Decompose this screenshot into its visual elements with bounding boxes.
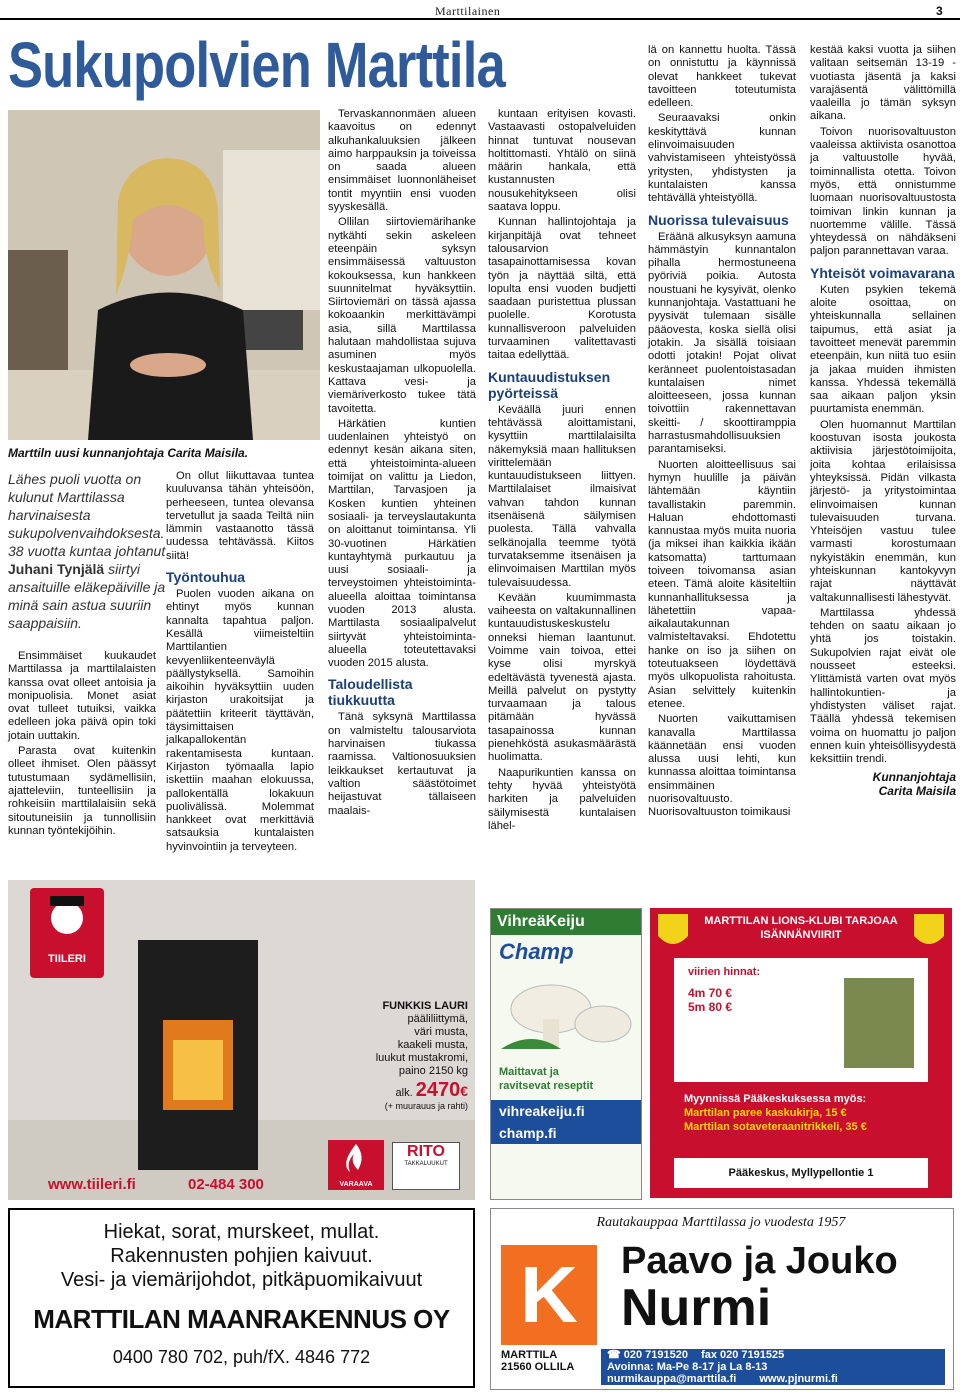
- subheading-taloudellista: Taloudellista tiukkuutta: [328, 676, 413, 709]
- crest-left-icon: [656, 912, 690, 952]
- tiileri-phone: 02-484 300: [188, 1176, 264, 1193]
- rito-mark: RITO: [407, 1143, 445, 1160]
- col3-para: Tänä syksynä Marttilassa on valmisteltu talousarviota harvinaisen tiukassa raamissa. Valtionosuuksien leikkaukset kertautuvat ja valtion säästötoimet heijastuvat tällaiseen maalais-: [328, 711, 476, 817]
- col5-para: Nuorten aloitteellisuus sai hymyn huulille ja päivän lähtemään käyntiin tavallistakin paremmin. Haluan ehdottomasti kannustaa myös muita nuoria (ja miksei ihan kaikkia ikään katsomatta) tarttumaan toiveen toivomansa asian eteen. Tämä aloite käsiteltiin kunnanhallituksessa ja lähetettiin vapaa-aikalautakunnan valmisteltavaksi. Ehdotettu hanke on iso ja siihen on toteutuakseen löydettävä myös ulkopuolista rahoitusta. Asian selvittely kuitenkin etenee.: [648, 458, 796, 710]
- col1-para: Ensimmäiset kuukaudet Marttilassa ja marttilalaisten kanssa ovat olleet antoisia ja monipuolisia. Monet asiat ovat tulleet tutuiksi, vaikka edelleen joka päivä opin toki jotain uuttakin.: [8, 650, 156, 742]
- vihrea-tagline2: ravitsevat reseptit: [499, 1080, 594, 1092]
- subheading-tyontouhua: Työntouhua: [166, 569, 246, 586]
- signature-name: Carita Maisila: [878, 784, 956, 799]
- rito-label: TAKKALUUKUT: [404, 1161, 448, 1167]
- photo-caption: Marttiln uusi kunnanjohtaja Carita Maisila.: [8, 446, 249, 460]
- nurmi-city: MARTTILA: [501, 1349, 558, 1361]
- col5-para: Nuorten vaikuttamisen kanavalla Marttilassa käännetään ensi vuoden alussa uusi lehti, kun kunnassa aloittaa toimintansa ensimmäinen nuorisovaltuusto. Nuorisovaltuuston toimikausi: [648, 713, 796, 819]
- col6-para: Toivon nuorisovaltuuston vaaleissa aktiivista osanottoa ja valtuustolle hyvää, toiminnallista otetta. Toivon myös, että onnistumme luomaan nuorisovaltuustosta toimivan linkin kunnan ja nuortemme välille. Tässä yhteydessä on nähdäkseni paljon parannettavan varaa.: [810, 125, 956, 258]
- article-column-3: [328, 108, 476, 820]
- maanrakennus-line3: Vesi- ja viemärijohdot, pitkäpuomikaivuut: [60, 1269, 423, 1291]
- headline: Sukupolvien Marttila: [8, 29, 505, 101]
- col6-para: Kuten psykien tekemä aloite osoittaa, on yhteiskunnalla sellainen taipumus, että asiat ja tavoitteet menevät paremmin eteenpäin, kun niitä tuo esiin ja jakaa muiden ihmisten kanssa. Yhdessä tekemällä saa aikaan paljon yksin puurtamista enemmän.: [810, 283, 956, 416]
- tiileri-spec: väri musta,: [414, 1026, 468, 1038]
- lions-price-header: viirien hinnat:: [688, 966, 761, 978]
- flame-icon: [328, 1140, 384, 1176]
- lede-part1: Lähes puoli vuotta on kulunut Marttilassa harvinaisesta sukupolvenvaihdoksesta. 38 vuotta kuntaa johtanut: [8, 471, 166, 559]
- nurmi-hours: Avoinna: Ma-Pe 8-17 ja La 8-13: [607, 1361, 768, 1373]
- nurmi-name1: Paavo ja Jouko: [621, 1240, 898, 1282]
- nurmi-name2: Nurmi: [621, 1279, 772, 1337]
- tiileri-product: FUNKKIS LAURI: [382, 1000, 468, 1012]
- vihrea-url[interactable]: vihreakeiju.fi: [491, 1100, 641, 1122]
- maanrakennus-phone: 0400 780 702, puh/fX. 4846 772: [112, 1347, 371, 1367]
- nurmi-email[interactable]: nurmikauppa@marttila.fi: [607, 1373, 737, 1385]
- nurmi-contact-bar: [601, 1349, 945, 1385]
- portrait-photo: [8, 110, 320, 440]
- lions-price-box: [674, 958, 928, 1082]
- col5-para: lä on kannettu huolta. Tässä on onnistuttu ja käynnissä olevat hankkeet tukevat tavoitteen toteutumista edelleen.: [648, 44, 796, 110]
- article-column-6: [810, 44, 956, 798]
- lions-price-4m: 4m 70 €: [688, 986, 733, 1000]
- article-column-1: [8, 650, 156, 840]
- tiileri-price: 2470: [415, 1079, 461, 1101]
- tiileri-spec: kaakeli musta,: [397, 1039, 468, 1051]
- lions-address: Pääkeskus, Myllypellontie 1: [674, 1158, 928, 1188]
- tiileri-url[interactable]: www.tiileri.fi: [48, 1176, 136, 1193]
- col4-para: Naapurikuntien kanssa on tehty hyvää yhteistyötä harkiten ja palveluiden säilymisestä kuntalaisen lähel-: [488, 766, 636, 832]
- rito-logo: [392, 1142, 460, 1190]
- col6-para: kestää kaksi vuotta ja siihen valitaan seitsemän 13-19 -vuotiasta jäsentä ja kaksi varajäsentä välittömillä vaaleilla jo tämän syksyn aikana.: [810, 44, 956, 123]
- article-column-5: [648, 44, 796, 822]
- col4-para: Kevään kuumimmasta vaiheesta on valtakunnallinen kuntauudistuskeskustelu onneksi hieman laantunut. Voimme vain toivoa, ettei kyse olisi myrskyä edeltävästä tyvenestä ajasta. Meillä palvelut on pystytty turvaamaan ja talous pitämään hyvässä tasapainossa kunnan pienehköstä asukasmäärästä huolimatta.: [488, 591, 636, 764]
- col4-para: kuntaan erityisen kovasti. Vastaavasti ostopalveluiden hinnat tuntuvat nousevan holtittomasti. Yhtälö on siinä määrin hankala, että kustannusten nousukehitykseen olisi saatava loppu.: [488, 108, 636, 214]
- varaava-label: VARAAVA: [339, 1181, 373, 1188]
- champ-script: Champ: [499, 939, 574, 964]
- col4-para: Kunnan hallintojohtaja ja kirjanpitäjä ovat tehneet talousarvion tasapainottamisessa kovan työn ja näyttää siltä, että lopulta ensi vuoden budjetti saadaan puristettua plussan puolelle. Korotusta kunnallisveroon palveluiden turvaaminen valitettavasti taitaa edellyttää.: [488, 216, 636, 362]
- subheading-yhteisot: Yhteisöt voimavarana: [810, 264, 955, 281]
- subheading-nuorissa: Nuorissa tulevaisuus: [648, 211, 789, 228]
- crest-right-icon: [912, 912, 946, 952]
- col6-para: Olen huomannut Marttilan koostuvan isosta joukosta aktiivisia järjestötoimijoita, joita kohtaa erilaisissa yhteyksissä. Pidän vilkasta järjestö- ja yritystoimintaa elinvoimaisen kunnan tulevaisuuden turvana. Yhteisöjen vastuu tulee varmasti korostumaan nykyistäkin enemmän, kun yhteiskunnan kantokyvyn rajat näyttävät valtakunnallisesti lähestyvät.: [810, 418, 956, 604]
- tiileri-currency: €: [460, 1083, 468, 1099]
- lede: [8, 470, 168, 632]
- subheading-kuntauudistus: Kuntauudistuksen pyörteissä: [488, 368, 611, 401]
- champ-url[interactable]: champ.fi: [491, 1122, 641, 1144]
- col2-para: On ollut liikuttavaa tuntea kuuluvansa tähän yhteisöön, perheeseen, tuntea olevansa tervetullut ja saada Teiltä niin lämmin vastaanotto tässä uudessa tehtävässä. Kiitos siitä!: [166, 470, 314, 562]
- nurmi-web[interactable]: www.pjnurmi.fi: [759, 1373, 838, 1385]
- nurmi-fax: fax 020 7191525: [701, 1349, 785, 1361]
- nurmi-slogan: Rautakauppaa Marttilassa jo vuodesta 1957: [596, 1215, 846, 1230]
- tiileri-price-prefix: alk.: [395, 1087, 413, 1099]
- tiileri-spec: paino 2150 kg: [398, 1065, 468, 1077]
- nurmi-postal: 21560 OLLILA: [501, 1361, 575, 1373]
- col3-para: Tervaskannonmäen alueen kaavoitus on edennyt alkuhankaluuksien jälkeen aimo harppauksin ja toiveissa on saada alueen ensimmäiset luonnonläheiset tontit myyntiin ensi vuoden syyskesällä.: [328, 108, 476, 214]
- lions-price-5m: 5m 80 €: [688, 1000, 733, 1014]
- tiileri-specs: [348, 1000, 468, 1113]
- mushroom-icon: [491, 969, 641, 1059]
- chimney-sweep-icon: [30, 888, 104, 948]
- ad-nurmi: [490, 1208, 954, 1390]
- ad-tiileri: [8, 880, 475, 1200]
- ad-vihreakeiju: [490, 908, 642, 1200]
- col3-para: Härkätien kuntien uudenlainen yhteistyö on edennyt kesän aikana siten, että yhteistoiminta-alueen toimijat on valittu ja Liedon, Marttilan, Tarvasjoen ja Kosken kuntien yhteinen sosiaali- ja terveyslautakunta on aloittanut toimintansa. Yli 30-vuotinen Härkätien kuntayhtymä purkautuu ja uusi sosiaali- ja terveystoimen yhteistoiminta-alueella aloittaa toimintansa vuoden 2013 alusta. Marttilasta sosiaalipalvelut siirtyvät yhteistoiminta-alueella toteutettavaksi vuoden 2015 alusta.: [328, 417, 476, 670]
- signature-title: Kunnanjohtaja: [872, 770, 956, 785]
- vihrea-tagline1: Maittavat ja: [499, 1066, 559, 1078]
- lions-item1: Marttilan paree kaskukirja, 15 €: [684, 1107, 847, 1119]
- lions-item2: Marttilan sotaveteraanitrikkeli, 35 €: [684, 1121, 867, 1133]
- col4-para: Keväällä juuri ennen tehtävässä aloittamistani, kysyttiin marttilalaisilta näkemyksiä maan hallituksen virittelemään kuntauudistukseen liittyen. Marttilalaiset ilmaisivat vahvan tahdon kunnan itsenäisenä säilymisen puolesta. Tällä vahvalla selkänojalla teemme työtä turvataksemme itsenäisen ja elinvoimaisen Marttilan myös tulevaisuudessa.: [488, 403, 636, 589]
- vihrea-title: VihreäKeiju: [491, 909, 641, 935]
- col6-para: Marttilassa yhdessä tehden on saatu aikaan jo yhtä jos toistakin. Sukupolvien rajat eivät ole nousseet esteeksi. Ylittämistä varten ovat myös hallintokuntien- ja yhdistysten väliset rajat. Täällä yhdessä tekemisen voima on huomattu jo paljon ennen kuin yhteisöllisyydestä keksittiin trendi.: [810, 606, 956, 766]
- col1-para: Parasta ovat kuitenkin olleet ihmiset. Olen päässyt tutustumaan sydämellisiin, ajatteleviin, tunteellisiin ja rohkeisiin marttilalaisiin sekä sitoutuneisiin ja tunnollisiin kunnan työntekijöihin.: [8, 745, 156, 837]
- books-image: [844, 978, 914, 1068]
- tiileri-brand: TIILERI: [48, 953, 86, 965]
- varaava-logo: [328, 1140, 384, 1190]
- phone-icon: ☎: [607, 1349, 621, 1361]
- running-title: Marttilainen: [435, 4, 501, 18]
- maanrakennus-company: MARTTILAN MAANRAKENNUS OY: [33, 1304, 450, 1334]
- col5-para: Seuraavaksi onkin keskityttävä kunnan elinvoimaisuuden vahvistamiseen yhteistyössä yritysten, yhdistysten ja kuntalaisten kanssa tehtävällä yhteistyöllä.: [648, 112, 796, 205]
- tiileri-spec: pääliliittymä,: [407, 1013, 468, 1025]
- article-column-4: [488, 108, 636, 835]
- ad-lions: [650, 908, 952, 1198]
- maanrakennus-line2: Rakennusten pohjien kaivuut.: [110, 1245, 373, 1267]
- maanrakennus-line1: Hiekat, sorat, murskeet, mullat.: [103, 1221, 380, 1243]
- tiileri-price-note: (+ muurauus ja rahti): [384, 1101, 468, 1111]
- k-logo-letter: K: [520, 1250, 578, 1339]
- ad-maanrakennus: [8, 1208, 475, 1388]
- col2-para: Puolen vuoden aikana on ehtinyt myös kunnan kannalta tapahtua paljon. Kesällä viimeisteltiin Marttilantien kevyenliikenteenväylä päällystyksellä. Samoihin aikoihin hyväksyttiin uuden kirjaston urakoitsijat ja päätettiin kriteerit täyttävän, täysimittaisen jalkapallokentän rakentamisesta kuntaan. Kirjaston työmaalla lapio iskettiin maahan elokuussa, pallokentällä lokakuun puolivälissä. Molemmat hankkeet ovat merkittäviä satsauksia kuntalaisten hyvinvointiin ja terveyteen.: [166, 588, 314, 853]
- lions-store-line: Myynnissä Pääkeskuksessa myös:: [684, 1093, 867, 1105]
- lede-name: Juhani Tynjälä: [8, 561, 105, 577]
- col5-para: Eräänä alkusyksyn aamuna hämmästyin kunnantalon pihalla hermostuneena pyöriviä poikia. Autosta noustuani he kysyivät, olenko kunnanjohtaja. Vastattuani he pyysivät tulemaan sisälle pääovesta, koska siellä olisi jotakin. Ja sisällä toisiaan odotti jotakin! Pojat olivat keränneet puolentoistasadan kuntalaisen nimet aloitteeseen, jossa kunnan toivottiin rakennettavan skeitti- / skoottiramppia harrastusmahdollisuuksien parantamiseksi.: [648, 230, 796, 456]
- lede-part2: siirtyi ansaituille eläkepäiville ja minä sain astua suuriin saappaisiin.: [8, 561, 166, 631]
- lions-title1: MARTTILAN LIONS-KLUBI TARJOAA: [704, 915, 898, 927]
- tiileri-logo: [30, 888, 104, 978]
- article-column-2: [166, 470, 314, 856]
- tiileri-spec: luukut mustakromi,: [375, 1052, 468, 1064]
- col3-para: Ollilan siirtoviemärihanke nytkähti sekin askeleen eteenpäin syksyn ensimmäisessä valtuuston kokouksessa, kun hankkeen suunnitelmat hyväksyttiin. Siirtoviemäri on tässä ajassa kokoaankin merkittävämpi asia, sillä Marttilassa halutaan mahdollistaa sujuva asuminen myös keskustaajaman ulkopuolella. Kattava vesi- ja viemäriverkosto tukee tätä tavoitetta.: [328, 216, 476, 415]
- k-logo: [501, 1245, 597, 1345]
- nurmi-tel: 020 7191520: [623, 1349, 688, 1361]
- page-number: 3: [936, 4, 943, 18]
- lions-title2: ISÄNNÄNVIIRIT: [760, 929, 842, 941]
